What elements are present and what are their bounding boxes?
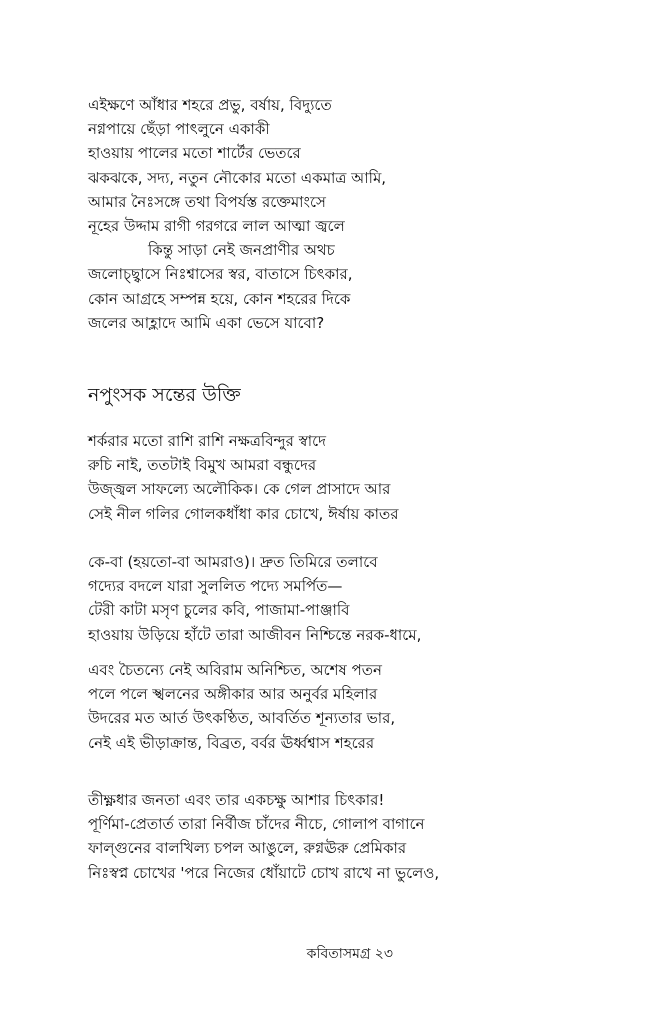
poem-line: হাওয়ায় উড়িয়ে হাঁটে তারা আজীবন নিশ্চিন্তে নরক-ধামে, xyxy=(88,625,422,644)
poem-stanza-1 xyxy=(88,93,628,335)
poem-stanza-4 xyxy=(88,658,628,755)
poem-line: তীক্ষ্ণধার জনতা এবং তার একচক্ষু আশার চিৎকার! xyxy=(88,791,385,809)
poem-line: এইক্ষণে আঁধার শহরে প্রভু, বর্ষায়, বিদ্যুতে xyxy=(88,96,332,114)
poem-line-indented: কিন্তু সাড়া নেই জনপ্রাণীর অথচ xyxy=(148,241,335,260)
poem-line: কে-বা (হয়তো-বা আমরাও)। দ্রুত তিমিরে তলাবে xyxy=(88,553,378,571)
poem-line: উদরের মত আর্ত উৎকণ্ঠিত, আবর্তিত শূন্যতার ভার, xyxy=(88,709,396,728)
poem-line: পূর্ণিমা-প্রেতার্ত তারা নির্বীজ চাঁদের নীচে, গোলাপ বাগানে xyxy=(88,815,425,834)
poem-line: নূহের উদ্দাম রাগী গরগরে লাল আত্মা জ্বলে xyxy=(88,217,345,236)
poem-line: টেরী কাটা মসৃণ চুলের কবি, পাজামা-পাঞ্জাবি xyxy=(88,601,350,620)
poem-line: নগ্নপায়ে ছেঁড়া পাৎলুনে একাকী xyxy=(88,120,270,139)
poem-title: নপুংসক সন্তের উক্তি xyxy=(88,384,241,406)
poem-line: আমার নৈঃসঙ্গে তথা বিপর্যস্ত রক্তেমাংসে xyxy=(88,192,326,211)
poem-line: কোন আগ্রহে সম্পন্ন হয়ে, কোন শহরের দিকে xyxy=(88,289,351,308)
poem-line: সেই নীল গলির গোলকধাঁধা কার চোখে, ঈর্ষায় কাতর xyxy=(88,504,399,523)
poem-line: গদ্যের বদলে যারা সুললিত পদ্যে সমর্পিত— xyxy=(88,577,343,596)
poem-line: এবং চৈতন্যে নেই অবিরাম অনিশ্চিত, অশেষ পতন xyxy=(88,661,382,679)
poem-line: নেই এই ভীড়াক্রান্ত, বিব্রত, বর্বর ঊর্ধ্বশ্বাস শহরের xyxy=(88,733,375,752)
poem-line: হাওয়ায় পালের মতো শার্টের ভেতরে xyxy=(88,144,301,163)
poem-line: পলে পলে স্খলনের অঙ্গীকার আর অনুর্বর মহিলার xyxy=(88,685,378,704)
poem-line: নিঃস্বপ্ন চোখের 'পরে নিজের ধোঁয়াটে চোখ রাখে না ভুলেও, xyxy=(88,863,440,882)
poem-stanza-3 xyxy=(88,550,628,647)
poem-line: ঝকঝকে, সদ্য, নতুন নৌকোর মতো একমাত্র আমি, xyxy=(88,168,387,187)
poem-line: উজ্জ্বল সাফল্যে অলৌকিক। কে গেল প্রাসাদে আর xyxy=(88,480,391,499)
poem-line: ফাল্গুনের বালখিল্য চপল আঙুলে, রুগ্নঊরু প্রেমিকার xyxy=(88,839,407,858)
poem-line: রুচি নাই, ততটাই বিমুখ আমরা বন্ধুদের xyxy=(88,456,317,475)
poem-line: জলোচ্ছ্বাসে নিঃশ্বাসের স্বর, বাতাসে চিৎকার, xyxy=(88,265,353,284)
page-footer: কবিতাসমগ্র ২৩ xyxy=(306,946,393,962)
poem-line: জলের আহ্লাদে আমি একা ভেসে যাবো? xyxy=(88,313,325,332)
poem-line: শর্করার মতো রাশি রাশি নক্ষত্রবিন্দুর স্বাদে xyxy=(88,432,326,450)
poem-stanza-5 xyxy=(88,788,628,885)
poem-stanza-2 xyxy=(88,429,628,526)
